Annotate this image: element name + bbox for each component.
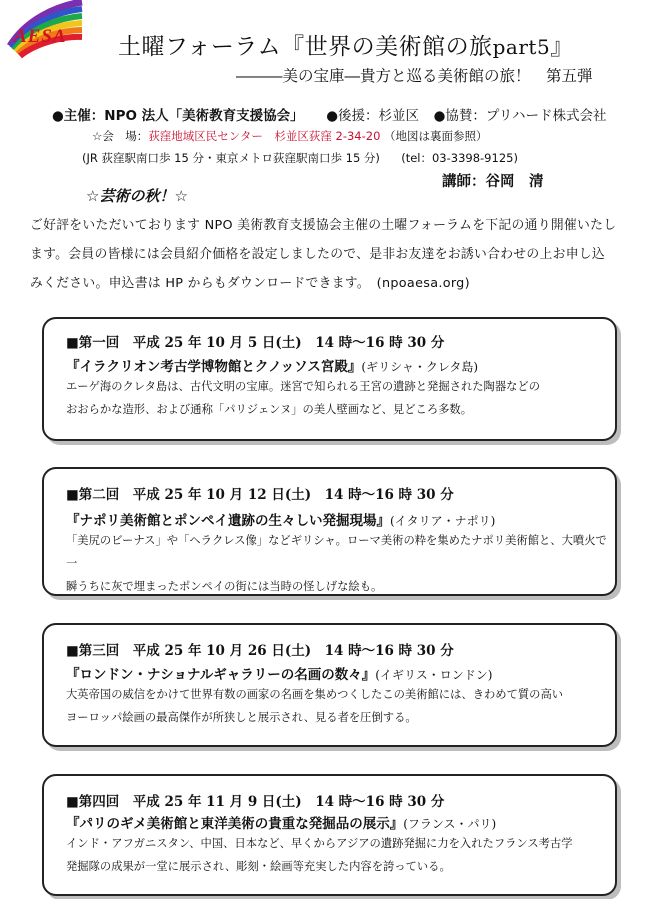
- session-card-3: [42, 623, 617, 747]
- lecturer: 講師：谷岡 清: [442, 174, 544, 190]
- aesa-logo: [6, 0, 84, 62]
- logo-text: AESA: [14, 26, 67, 47]
- description-line: 「美尻のビーナス」や「ヘラクレス像」などギリシャ。ローマ美術の粋を集めたナポリ美術館と、大噴火で一: [66, 534, 607, 570]
- access-line: [82, 150, 518, 166]
- season-heading: ☆芸術の秋！☆: [86, 187, 188, 205]
- organizer-host: ●主催：NPO 法人「美術教育支援協会」: [52, 108, 304, 124]
- description-line: インド・アフガニスタン、中国、日本など、早くからアジアの遺跡発掘に力を入れたフランス考古学: [66, 837, 573, 850]
- session-title: [66, 812, 496, 832]
- session-title-text: 『ロンドン・ナショナルギャラリーの名画の数々』: [66, 667, 376, 683]
- session-region: (ギリシャ・クレタ島): [361, 360, 479, 374]
- session-card-2: [42, 467, 617, 596]
- title-main: 土曜フォーラム『世界の美術館の旅: [118, 34, 493, 60]
- page-title: [118, 28, 574, 61]
- session-title-text: 『ナポリ美術館とポンペイ遺跡の生々しい発掘現場』: [66, 513, 390, 529]
- session-title-text: 『イラクリオン考古学博物館とクノッソス宮殿』: [66, 359, 362, 375]
- access-tel: (tel：03-3398-9125): [401, 151, 518, 165]
- description-line: ヨーロッパ絵画の最高傑作が所狭しと展示され、見る者を圧倒する。: [66, 711, 417, 724]
- session-title-text: 『パリのギメ美術館と東洋美術の貴重な発掘品の展示』: [66, 816, 404, 832]
- session-region: (イギリス・ロンドン): [375, 668, 493, 682]
- description-line: 瞬うちに灰で埋まったポンペイの街には当時の怪しげな絵も。: [66, 580, 383, 593]
- description-line: 発掘隊の成果が一堂に展示され、彫刻・絵画等充実した内容を誇っている。: [66, 860, 451, 873]
- session-description: [66, 683, 611, 729]
- organizer-sponsor: ●協賛：プリハード株式会社: [433, 108, 607, 124]
- title-close: 』: [550, 34, 574, 60]
- access-route: (JR 荻窪駅南口歩 15 分・東京メトロ荻窪駅南口歩 15 分): [82, 151, 380, 165]
- session-heading: ■第四回 平成 25 年 11 月 9 日(土) 14 時〜16 時 30 分: [66, 794, 445, 810]
- organizer-support: ●後援：杉並区: [326, 108, 420, 124]
- session-heading: ■第一回 平成 25 年 10 月 5 日(土) 14 時〜16 時 30 分: [66, 335, 445, 351]
- title-part: part5: [492, 35, 551, 59]
- intro-line: ます。会員の皆様には会員紹介価格を設定しましたので、是非お友達をお誘い合わせの上お申し込: [30, 247, 605, 262]
- session-heading: ■第二回 平成 25 年 10 月 12 日(土) 14 時〜16 時 30 分: [66, 487, 454, 503]
- venue-line: [92, 128, 488, 144]
- session-card-4: [42, 774, 617, 896]
- venue-place: 荻窪地域区民センター 杉並区荻窪 2-34-20: [148, 129, 381, 143]
- venue-label: ☆会 場：: [92, 129, 149, 143]
- intro-line: みください。申込書は HP からもダウンロードできます。 (npoaesa.org): [30, 276, 470, 291]
- subtitle: ―――美の宝庫―貴方と巡る美術館の旅！ 第五弾: [236, 67, 593, 85]
- description-line: おおらかな造形、および通称「パリジェンヌ」の美人壁画など、見どころ多数。: [66, 403, 473, 416]
- organizer-line: [52, 104, 606, 124]
- session-region: (フランス・パリ): [403, 817, 497, 831]
- session-title: [66, 663, 492, 683]
- session-title: [66, 355, 478, 375]
- session-description: [66, 529, 611, 598]
- session-heading: ■第三回 平成 25 年 10 月 26 日(土) 14 時〜16 時 30 分: [66, 643, 454, 659]
- session-region: (イタリア・ナポリ): [390, 514, 496, 528]
- description-line: エーゲ海のクレタ島は、古代文明の宝庫。迷宮で知られる王宮の遺跡と発掘された陶器などの: [66, 380, 541, 393]
- description-line: 大英帝国の威信をかけて世界有数の画家の名画を集めつくしたこの美術館には、きわめて質の高い: [66, 688, 564, 701]
- session-description: [66, 375, 611, 421]
- intro-line: ご好評をいただいております NPO 美術教育支援協会主催の土曜フォーラムを下記の通り開催いたし: [30, 218, 617, 233]
- intro-paragraph: [30, 211, 630, 298]
- session-title: [66, 509, 495, 529]
- session-card-1: [42, 317, 617, 441]
- session-description: [66, 832, 611, 878]
- venue-note: （地図は裏面参照）: [384, 129, 488, 143]
